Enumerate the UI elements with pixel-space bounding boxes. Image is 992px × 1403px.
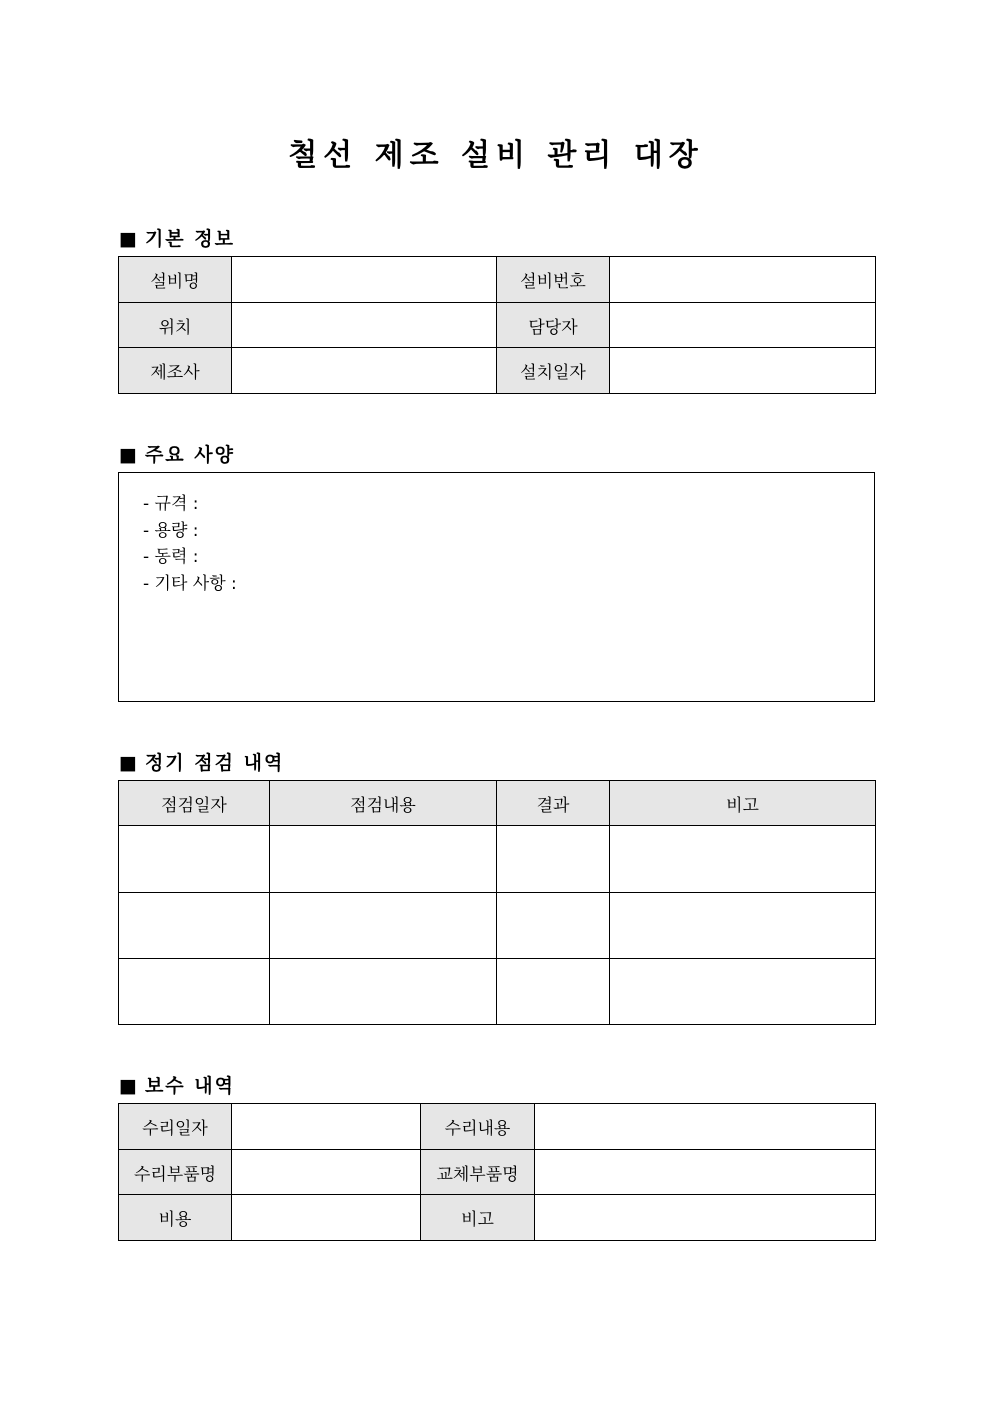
table-row	[119, 1150, 876, 1195]
label-manager: 담당자	[497, 303, 610, 348]
label-cost: 비용	[119, 1195, 232, 1241]
square-bullet-icon: ■	[119, 1075, 137, 1097]
inspection-remarks-cell[interactable]	[610, 893, 876, 959]
manager-field[interactable]	[610, 303, 876, 348]
square-bullet-icon: ■	[119, 228, 137, 250]
label-repair-part-name: 수리부품명	[119, 1150, 232, 1195]
section-heading-basic-info	[119, 227, 235, 251]
label-equipment-number: 설비번호	[497, 257, 610, 303]
column-header-inspection-date: 점검일자	[119, 781, 270, 826]
inspection-date-cell[interactable]	[119, 826, 270, 893]
repair-part-name-field[interactable]	[232, 1150, 421, 1195]
replacement-part-name-field[interactable]	[535, 1150, 876, 1195]
basic-info-table	[118, 256, 876, 394]
spec-box[interactable]	[118, 472, 875, 702]
inspection-content-cell[interactable]	[270, 826, 497, 893]
label-repair-content: 수리내용	[421, 1104, 535, 1150]
square-bullet-icon: ■	[119, 444, 137, 466]
inspection-result-cell[interactable]	[497, 893, 610, 959]
inspection-result-cell[interactable]	[497, 826, 610, 893]
label-remarks: 비고	[421, 1195, 535, 1241]
section-heading-label: 주요 사양	[144, 444, 235, 466]
spec-item-standard: - 규격 :	[143, 494, 199, 514]
inspection-remarks-cell[interactable]	[610, 826, 876, 893]
table-row	[119, 257, 876, 303]
page-title: 철선 제조 설비 관리 대장	[288, 138, 704, 173]
table-row	[119, 348, 876, 394]
section-heading-label: 정기 점검 내역	[144, 752, 285, 774]
inspection-table	[118, 780, 876, 1025]
inspection-remarks-cell[interactable]	[610, 959, 876, 1025]
square-bullet-icon: ■	[119, 752, 137, 774]
label-install-date: 설치일자	[497, 348, 610, 394]
table-row	[119, 959, 876, 1025]
spec-item-power: - 동력 :	[143, 547, 199, 567]
table-row	[119, 303, 876, 348]
repair-table	[118, 1103, 876, 1241]
equipment-number-field[interactable]	[610, 257, 876, 303]
equipment-name-field[interactable]	[232, 257, 497, 303]
label-location: 위치	[119, 303, 232, 348]
spec-list	[119, 473, 874, 597]
section-heading-inspection	[119, 751, 284, 775]
inspection-date-cell[interactable]	[119, 959, 270, 1025]
spec-item-other: - 기타 사항 :	[143, 573, 237, 594]
inspection-content-cell[interactable]	[270, 893, 497, 959]
label-replacement-part-name: 교체부품명	[421, 1150, 535, 1195]
remarks-field[interactable]	[535, 1195, 876, 1241]
section-heading-repair	[119, 1074, 235, 1098]
manufacturer-field[interactable]	[232, 348, 497, 394]
column-header-result: 결과	[497, 781, 610, 826]
section-heading-main-spec	[119, 443, 235, 467]
inspection-date-cell[interactable]	[119, 893, 270, 959]
repair-date-field[interactable]	[232, 1104, 421, 1150]
section-heading-label: 보수 내역	[144, 1075, 235, 1097]
column-header-remarks: 비고	[610, 781, 876, 826]
location-field[interactable]	[232, 303, 497, 348]
table-row	[119, 893, 876, 959]
repair-content-field[interactable]	[535, 1104, 876, 1150]
label-equipment-name: 설비명	[119, 257, 232, 303]
table-row	[119, 1104, 876, 1150]
column-header-inspection-content: 점검내용	[270, 781, 497, 826]
section-heading-label: 기본 정보	[144, 228, 235, 250]
table-row	[119, 1195, 876, 1241]
inspection-content-cell[interactable]	[270, 959, 497, 1025]
label-manufacturer: 제조사	[119, 348, 232, 394]
install-date-field[interactable]	[610, 348, 876, 394]
inspection-result-cell[interactable]	[497, 959, 610, 1025]
table-header-row	[119, 781, 876, 826]
spec-item-capacity: - 용량 :	[143, 520, 199, 541]
cost-field[interactable]	[232, 1195, 421, 1241]
table-row	[119, 826, 876, 893]
label-repair-date: 수리일자	[119, 1104, 232, 1150]
